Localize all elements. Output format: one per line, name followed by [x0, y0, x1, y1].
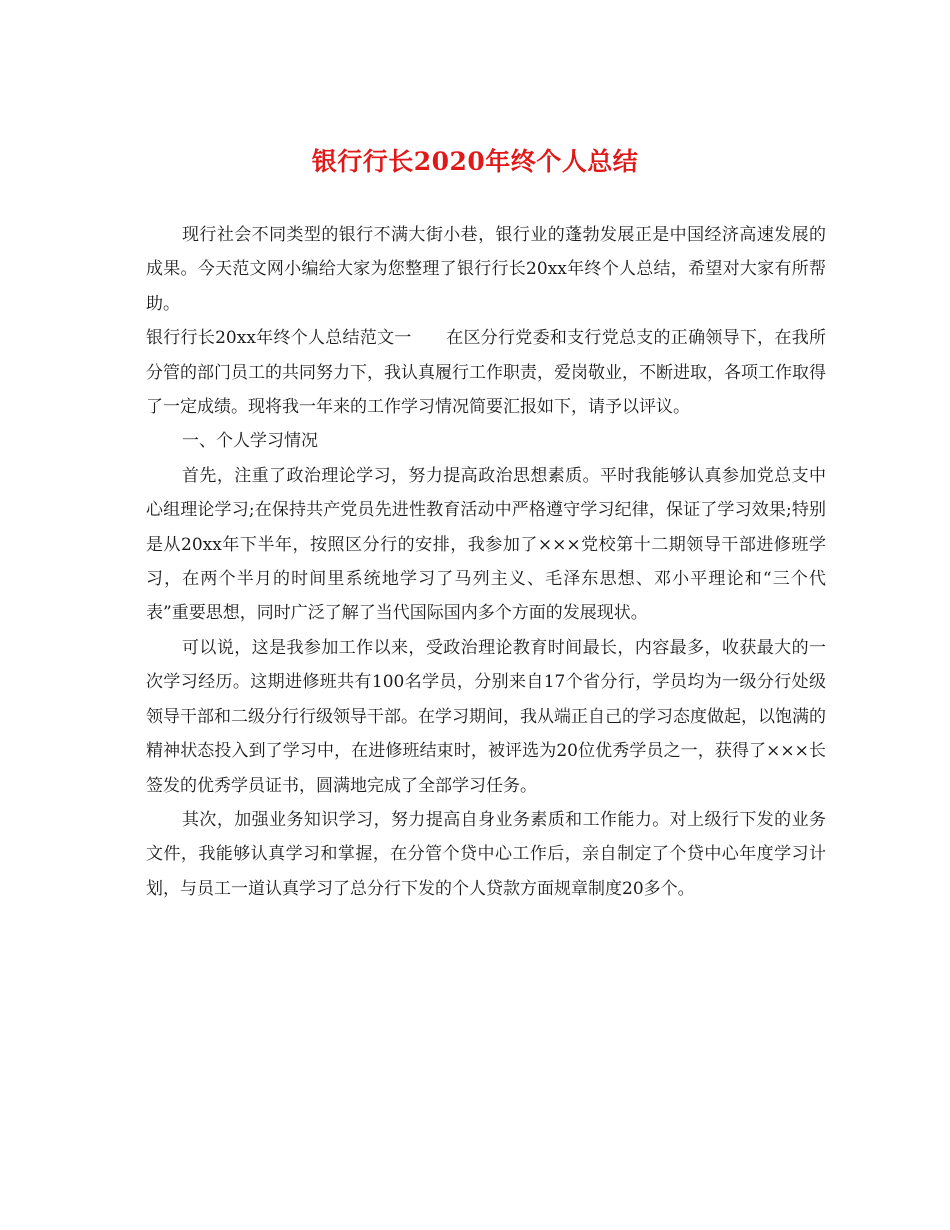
document-title: 银行行长2020年终个人总结: [311, 147, 639, 176]
section-heading-personal-study: 一、个人学习情况: [182, 431, 318, 452]
document-body: [146, 218, 826, 906]
paragraph-sample-one: 银行行长20xx年终个人总结范文一 在区分行党委和支行党总支的正确领导下，在我所分管的部门员工的共同努力下，我认真履行工作职责，爱岗敬业，不断进取，各项工作取得了一定成绩。现将我一年来的工作学习情况简要汇报如下，请予以评议。: [146, 328, 826, 418]
paragraph-political-study: 首先，注重了政治理论学习，努力提高政治思想素质。平时我能够认真参加党总支中心组理论学习;在保持共产党员先进性教育活动中严格遵守学习纪律，保证了学习效果;特别是从20xx年下半年，按照区分行的安排，我参加了×××党校第十二期领导干部进修班学习，在两个半月的时间里系统地学习了马列主义、毛泽东思想、邓小平理论和“三个代表”重要思想，同时广泛了解了当代国际国内多个方面的发展现状。: [146, 465, 826, 624]
paragraph-business-study: 其次，加强业务知识学习，努力提高自身业务素质和工作能力。对上级行下发的业务文件，我能够认真学习和掌握，在分管个贷中心工作后，亲自制定了个贷中心年度学习计划，与员工一道认真学习了总分行下发的个人贷款方面规章制度20多个。: [146, 809, 826, 899]
paragraph-intro: 现行社会不同类型的银行不满大街小巷，银行业的蓬勃发展正是中国经济高速发展的成果。今天范文网小编给大家为您整理了银行行长20xx年终个人总结，希望对大家有所帮助。: [146, 225, 826, 314]
paragraph-study-experience: 可以说，这是我参加工作以来，受政治理论教育时间最长，内容最多，收获最大的一次学习经历。这期进修班共有100名学员，分别来自17个省分行，学员均为一级分行处级领导干部和二级分行行级领导干部。在学习期间，我从端正自己的学习态度做起，以饱满的精神状态投入到了学习中，在进修班结束时，被评选为20位优秀学员之一，获得了×××长签发的优秀学员证书，圆满地完成了全部学习任务。: [146, 637, 826, 796]
